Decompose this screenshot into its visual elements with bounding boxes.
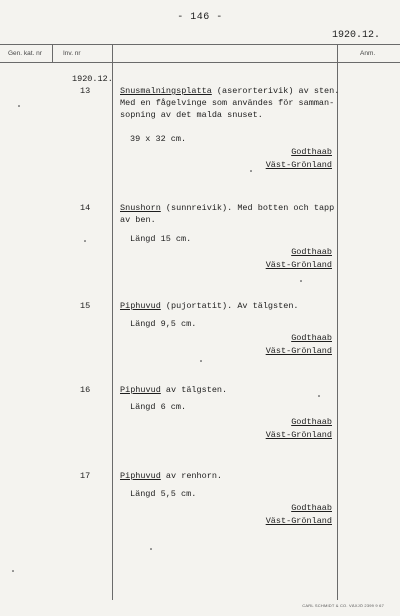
location-place: Godthaab [291, 333, 332, 343]
scan-speck [12, 570, 14, 572]
column-divider-2 [112, 44, 113, 600]
column-divider-1 [52, 44, 53, 62]
printer-mark: CARL SCHMIDT & CO. VÄXJÖ 2399 9 67 [302, 603, 384, 608]
location-region: Väst-Grönland [265, 346, 332, 356]
page-number: - 146 - [177, 12, 223, 23]
entry-title-line [120, 86, 339, 97]
entry-number: 16 [80, 385, 91, 395]
entry-number: 13 [80, 86, 91, 96]
object-description: av renhorn. [160, 471, 223, 481]
object-description: (pujortatit). Av tälgsten. [160, 301, 299, 311]
scan-speck [200, 360, 202, 362]
object-name: Snusmalningsplatta [120, 86, 212, 96]
measurement: Längd 6 cm. [130, 402, 187, 412]
location-place: Godthaab [291, 503, 332, 513]
measurement: Längd 9,5 cm. [130, 319, 197, 329]
entry-number: 15 [80, 301, 91, 311]
object-description: av tälgsten. [160, 385, 228, 395]
location-place: Godthaab [291, 417, 332, 427]
object-name: Snushorn [120, 203, 161, 213]
column-header-anm: Anm. [360, 50, 376, 57]
scan-speck [84, 240, 86, 242]
year-heading: 1920.12. [331, 30, 380, 41]
column-header-gen-kat: Gen. kat. nr [8, 50, 42, 57]
location-region: Väst-Grönland [265, 260, 332, 270]
location-block [266, 146, 332, 172]
description-line: Med en fågelvinge som användes för samman- [120, 98, 335, 108]
location-block [266, 502, 332, 528]
object-name: Piphuvud [120, 471, 161, 481]
location-block [266, 246, 332, 272]
scan-speck [250, 170, 252, 172]
scan-speck [318, 395, 320, 397]
entry-title-line [120, 301, 299, 312]
location-region: Väst-Grönland [265, 160, 332, 170]
measurement: Längd 15 cm. [130, 234, 192, 244]
location-place: Godthaab [291, 147, 332, 157]
measurement: Längd 5,5 cm. [130, 489, 197, 499]
object-description: (aserorterivik) av sten. [211, 86, 340, 96]
location-region: Väst-Grönland [265, 516, 332, 526]
description-line: av ben. [120, 215, 156, 225]
object-name: Piphuvud [120, 301, 161, 311]
scan-speck [18, 105, 20, 107]
entry-number: 17 [80, 471, 91, 481]
object-description: (sunnreivik). Med botten och tapp [160, 203, 335, 213]
entry-year: 1920.12. [72, 74, 113, 84]
scan-speck [300, 280, 302, 282]
header-bottom-rule [0, 62, 400, 63]
entry-title-line [120, 203, 334, 214]
object-name: Piphuvud [120, 385, 161, 395]
entry-number: 14 [80, 203, 91, 213]
measurement: 39 x 32 cm. [130, 134, 187, 144]
header-top-rule [0, 44, 400, 45]
location-place: Godthaab [291, 247, 332, 257]
location-region: Väst-Grönland [265, 430, 332, 440]
column-divider-3 [337, 44, 338, 600]
entry-title-line [120, 385, 227, 396]
description-line: sopning av det malda snuset. [120, 110, 263, 120]
location-block [266, 416, 332, 442]
column-header-inv: Inv. nr [63, 50, 81, 57]
scan-speck [150, 548, 152, 550]
entry-title-line [120, 471, 222, 482]
location-block [266, 332, 332, 358]
